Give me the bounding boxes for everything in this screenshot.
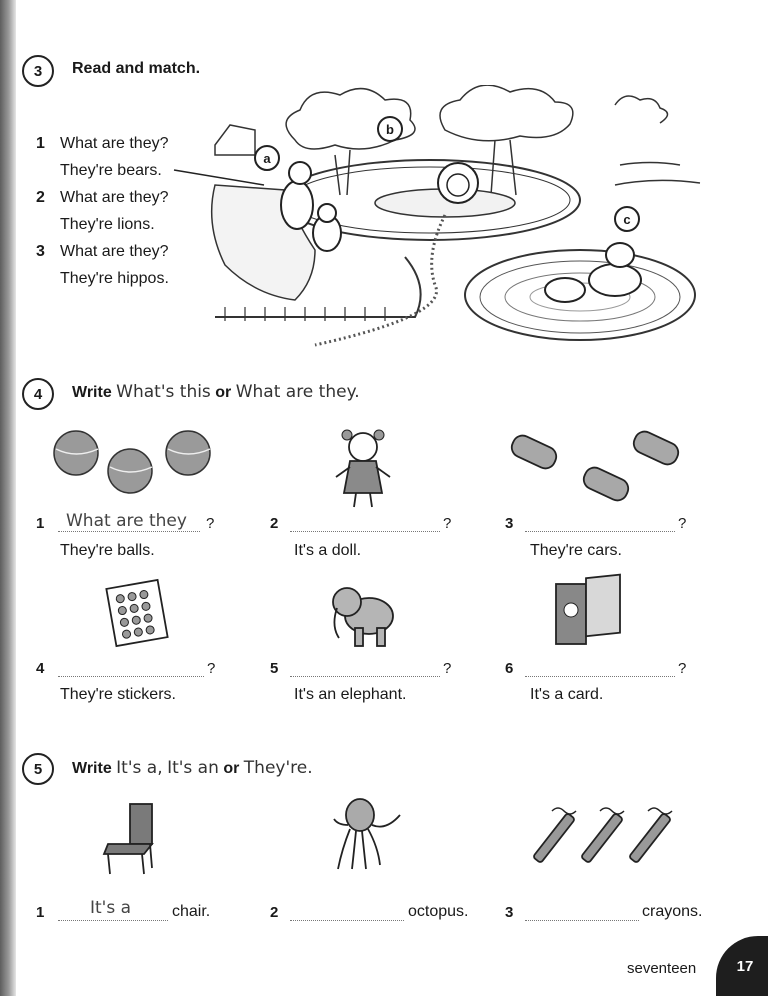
ex5-item-1-word: chair. (172, 903, 211, 920)
exercise-3-title: Read and match. (72, 60, 201, 77)
ex3-item-1 (36, 130, 169, 184)
page-number-word: seventeen (627, 960, 697, 977)
picture-label-c: c (614, 206, 640, 232)
ex4-item-1-number: 1 (36, 515, 45, 532)
ex3-item-2-number: 2 (36, 189, 45, 206)
ex4-item-3-qmark: ? (678, 515, 687, 532)
ex4-item-1-qmark: ? (206, 515, 215, 532)
ex3-item-1-number: 1 (36, 135, 45, 152)
exercise-4-title (72, 382, 360, 402)
ex5-item-2-answer-line[interactable] (290, 900, 404, 921)
ex3-item-1-answer: They're bears. (60, 162, 162, 179)
crayons-picture (530, 805, 680, 875)
ex4-item-6-answer-line[interactable] (525, 656, 675, 677)
chair-picture (100, 798, 165, 878)
ex4-item-1-written: What are they (66, 511, 187, 531)
stickers-picture (103, 578, 178, 650)
ex5-title-or: or (223, 760, 240, 777)
ex5-title-phrase-2: It's an (167, 758, 219, 778)
ex5-title-write: Write (72, 760, 112, 777)
ex4-item-4-answer-line[interactable] (58, 656, 204, 677)
exercise-5-number: 5 (22, 753, 54, 785)
ex4-item-4-answer: They're stickers. (60, 686, 176, 703)
exercise-3-number: 3 (22, 55, 54, 87)
ex4-item-5-answer-line[interactable] (290, 656, 440, 677)
ex3-item-3-number: 3 (36, 243, 45, 260)
ex4-item-6-qmark: ? (678, 660, 687, 677)
exercise-4-number: 4 (22, 378, 54, 410)
ex3-item-2 (36, 184, 169, 238)
ex4-item-2-answer: It's a doll. (294, 542, 362, 559)
ex4-title-write: Write (72, 384, 112, 401)
ex5-title-phrase-1: It's a, (116, 758, 163, 778)
ex5-title-phrase-3: They're. (243, 758, 313, 778)
book-spine-shadow (0, 0, 16, 996)
ex4-title-phrase-2: What are they. (235, 382, 360, 402)
cars-picture (505, 425, 685, 515)
balls-picture (48, 425, 218, 500)
ex4-item-2-answer-line[interactable] (290, 511, 440, 532)
elephant-picture (325, 578, 400, 653)
ex4-item-4-qmark: ? (207, 660, 216, 677)
ex4-item-3-number: 3 (505, 515, 514, 532)
ex3-item-3 (36, 238, 169, 292)
ex4-item-5-qmark: ? (443, 660, 452, 677)
ex5-item-3-answer-line[interactable] (525, 900, 639, 921)
ex4-item-2-qmark: ? (443, 515, 452, 532)
ex4-item-1-answer: They're balls. (60, 542, 155, 559)
ex4-title-phrase-1: What's this (116, 382, 211, 402)
picture-label-a: a (254, 145, 280, 171)
ex4-title-or: or (215, 384, 232, 401)
ex4-item-2-number: 2 (270, 515, 279, 532)
card-picture (550, 572, 630, 652)
ex3-item-2-question: What are they? (60, 189, 169, 206)
match-line (170, 165, 270, 190)
ex5-item-1-number: 1 (36, 904, 45, 921)
ex5-item-3-number: 3 (505, 904, 514, 921)
ex4-item-6-answer: It's a card. (530, 686, 604, 703)
ex5-item-2-word: octopus. (408, 903, 469, 920)
ex5-item-3-word: crayons. (642, 903, 703, 920)
ex3-item-3-question: What are they? (60, 243, 169, 260)
ex4-item-4-number: 4 (36, 660, 45, 677)
ex3-item-3-answer: They're hippos. (60, 270, 169, 287)
ex4-item-3-answer: They're cars. (530, 542, 622, 559)
picture-label-b: b (377, 116, 403, 142)
page-number: 17 (716, 936, 768, 996)
ex4-item-5-answer: It's an elephant. (294, 686, 407, 703)
ex5-item-2-number: 2 (270, 904, 279, 921)
ex5-item-1-written: It's a (90, 898, 132, 918)
ex4-item-3-answer-line[interactable] (525, 511, 675, 532)
ex4-item-5-number: 5 (270, 660, 279, 677)
octopus-picture (330, 795, 405, 875)
exercise-5-title (72, 758, 313, 778)
ex3-item-2-answer: They're lions. (60, 216, 155, 233)
ex3-item-1-question: What are they? (60, 135, 169, 152)
doll-picture (330, 425, 400, 510)
ex4-item-6-number: 6 (505, 660, 514, 677)
